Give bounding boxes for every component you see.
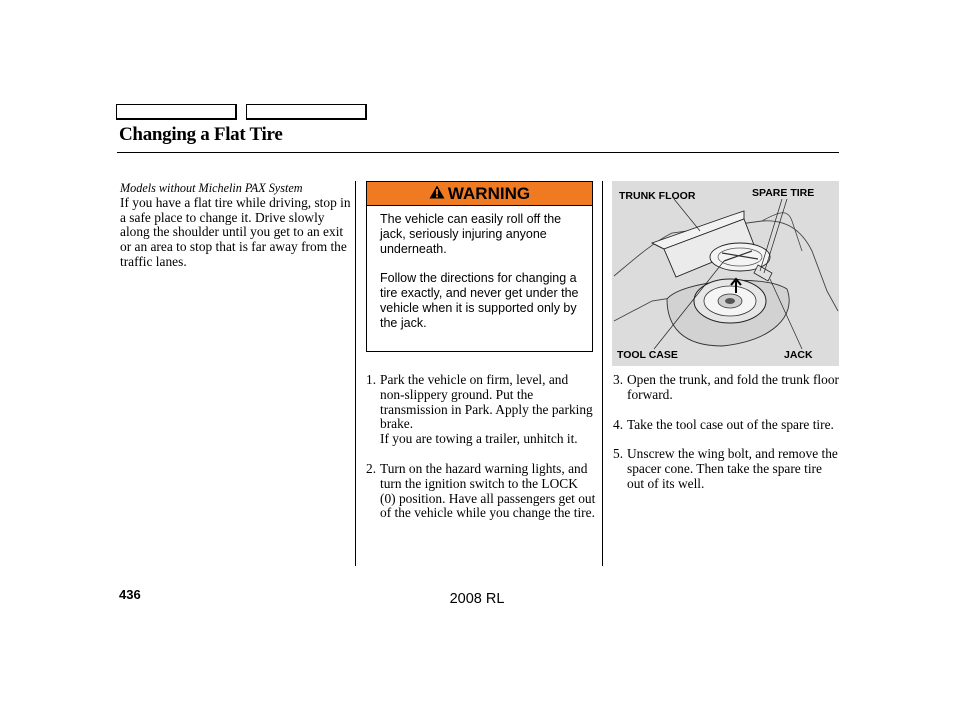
step-text: Turn on the hazard warning lights, and turn the ignition switch to the LOCK (0) position. Have all passengers get out of the vehicle while you change the tire. bbox=[380, 460, 596, 521]
step-text: Unscrew the wing bolt, and remove the spacer cone. Then take the spare tire out of its well. bbox=[627, 446, 838, 491]
model-subhead: Models without Michelin PAX System bbox=[120, 181, 303, 195]
nav-tab-1[interactable] bbox=[116, 104, 237, 120]
intro-paragraph: If you have a flat tire while driving, stop in a safe place to change it. Drive slowly along the shoulder until you get to an exit or an area to stop that is far away from the traffic lanes. bbox=[120, 194, 351, 269]
step-number: 5. bbox=[613, 446, 624, 462]
warning-body bbox=[367, 206, 592, 331]
column-divider-1 bbox=[355, 181, 356, 566]
step-item bbox=[613, 418, 839, 433]
warning-paragraph: The vehicle can easily roll off the jack, seriously injuring anyone underneath. bbox=[380, 212, 562, 256]
steps-list-right bbox=[613, 373, 839, 507]
label-spare-tire: SPARE TIRE bbox=[752, 187, 815, 199]
page-number: 436 bbox=[119, 587, 141, 602]
label-jack: JACK bbox=[784, 349, 813, 361]
warning-box bbox=[366, 181, 593, 352]
step-number: 2. bbox=[366, 460, 377, 476]
trunk-illustration bbox=[612, 181, 839, 366]
page-title: Changing a Flat Tire bbox=[119, 124, 283, 145]
intro-column bbox=[120, 181, 352, 270]
step-note: If you are towing a trailer, unhitch it. bbox=[380, 431, 578, 447]
steps-list-middle bbox=[366, 373, 596, 536]
footer-model: 2008 RL bbox=[449, 591, 505, 607]
step-text: Take the tool case out of the spare tire. bbox=[627, 416, 834, 432]
warning-header bbox=[367, 182, 592, 206]
warning-title: WARNING bbox=[447, 183, 531, 203]
step-number: 1. bbox=[366, 372, 377, 387]
step-item bbox=[366, 373, 596, 447]
step-item bbox=[613, 373, 839, 403]
step-number: 4. bbox=[613, 416, 624, 432]
step-item bbox=[613, 447, 839, 491]
title-divider bbox=[117, 152, 839, 153]
step-text: Open the trunk, and fold the trunk floor forward. bbox=[627, 372, 839, 402]
column-divider-2 bbox=[602, 181, 603, 566]
warning-triangle-icon bbox=[429, 184, 445, 204]
trunk-drawing bbox=[612, 181, 839, 366]
step-number: 3. bbox=[613, 372, 624, 387]
nav-tab-2[interactable] bbox=[246, 104, 367, 120]
label-trunk-floor: TRUNK FLOOR bbox=[619, 190, 696, 202]
step-text: Park the vehicle on firm, level, and non-slippery ground. Put the transmission in Park. Apply the parking brake. bbox=[380, 372, 593, 432]
warning-paragraph: Follow the directions for changing a tire exactly, and never get under the vehicle when it is supported only by the jack. bbox=[380, 271, 579, 330]
step-item bbox=[366, 462, 596, 521]
label-tool-case: TOOL CASE bbox=[617, 349, 678, 361]
